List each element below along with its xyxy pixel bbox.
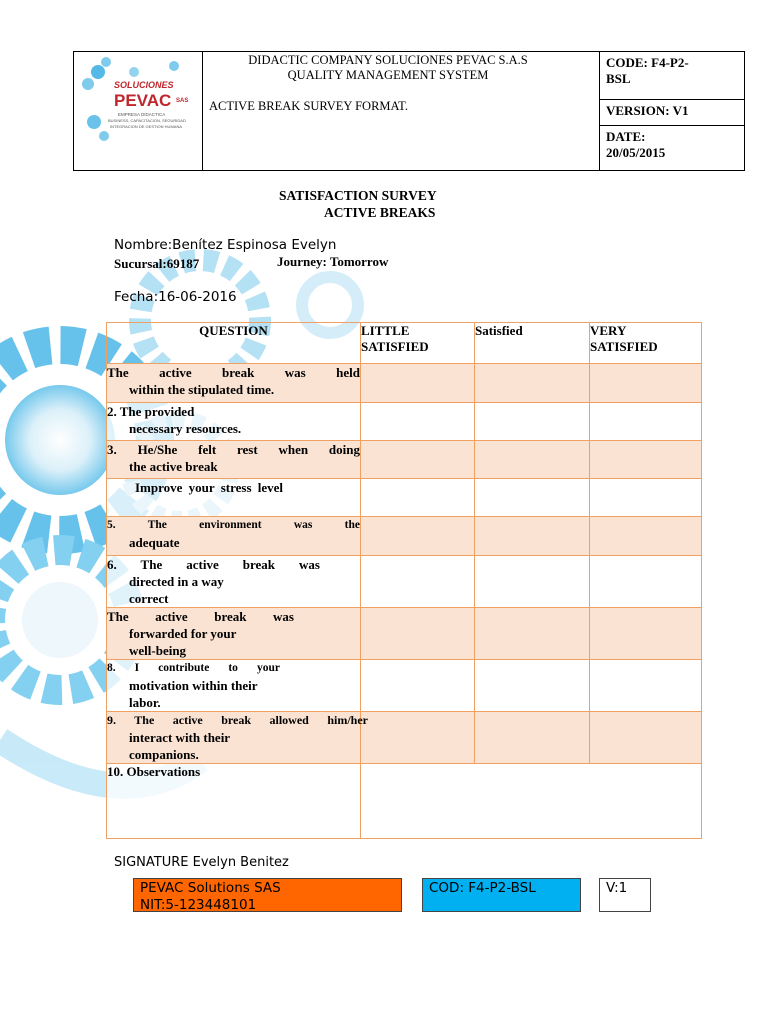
pevac-logo	[74, 52, 202, 170]
answer-cell-very[interactable]	[590, 660, 702, 712]
signature-line: SIGNATURE Evelyn Benitez	[114, 855, 289, 870]
answer-cell-very[interactable]	[590, 712, 702, 764]
table-row	[107, 712, 702, 764]
survey-table	[106, 322, 702, 839]
answer-cell-satisfied[interactable]	[475, 660, 590, 712]
survey-subtitle: ACTIVE BREAKS	[324, 205, 436, 220]
observations-field[interactable]	[361, 764, 702, 839]
answer-cell-satisfied[interactable]	[475, 608, 590, 660]
table-row	[107, 364, 702, 403]
answer-cell-little[interactable]	[361, 364, 475, 403]
nombre-field: Nombre:Benítez Espinosa Evelyn	[114, 237, 337, 253]
logo-tag-1: EMPRESA DIDACTICA	[118, 112, 166, 117]
answer-cell-very[interactable]	[590, 608, 702, 660]
code-line1: CODE: F4-P2-	[606, 55, 689, 70]
question-cell: 5. The environment was the adequate	[107, 517, 361, 556]
table-row	[107, 517, 702, 556]
code-line2: BSL	[606, 71, 631, 86]
answer-cell-little[interactable]	[361, 517, 475, 556]
observations-label: 10. Observations	[107, 764, 361, 839]
table-row	[107, 660, 702, 712]
footer-nit: NIT:5-123448101	[140, 897, 257, 913]
answer-cell-very[interactable]	[590, 479, 702, 517]
answer-cell-satisfied[interactable]	[475, 556, 590, 608]
header-title-cell	[202, 52, 600, 170]
answer-cell-very[interactable]	[590, 364, 702, 403]
table-header-row	[107, 323, 702, 364]
answer-cell-satisfied[interactable]	[475, 364, 590, 403]
table-row	[107, 556, 702, 608]
fecha-field: Fecha:16-06-2016	[114, 289, 237, 305]
question-cell: 9. The active break allowed him/her interact with their companions.	[107, 713, 368, 762]
answer-cell-little[interactable]	[361, 441, 475, 479]
question-cell: The active break was forwarded for your well-being	[107, 608, 361, 660]
survey-title: SATISFACTION SURVEY	[279, 188, 437, 203]
answer-cell-very[interactable]	[590, 441, 702, 479]
date-label: DATE:	[606, 129, 646, 144]
logo-tag-2: BUSINESS, CAPACITACION, SEGURIDAD	[108, 118, 186, 123]
answer-cell-satisfied[interactable]	[475, 479, 590, 517]
logo-brand: PEVAC	[114, 91, 172, 110]
version-text: VERSION: V1	[606, 103, 689, 118]
format-title: ACTIVE BREAK SURVEY FORMAT.	[209, 99, 409, 113]
answer-cell-satisfied[interactable]	[475, 712, 590, 764]
logo-suffix: SAS	[176, 98, 189, 104]
version-cell	[600, 100, 745, 126]
header-meta-cell	[600, 52, 745, 170]
date-cell	[600, 126, 745, 170]
footer-version-box: V:1	[599, 878, 651, 912]
answer-cell-satisfied[interactable]	[475, 403, 590, 441]
company-name: DIDACTIC COMPANY SOLUCIONES PEVAC S.A.S QUALITY MANAGEMENT SYSTEM	[248, 53, 528, 82]
question-cell: 8. I contribute to your motivation within their labor.	[107, 660, 361, 712]
answer-cell-little[interactable]	[361, 403, 475, 441]
col-satisfied: Satisfied	[475, 323, 590, 364]
col-little-satisfied: LITTLE SATISFIED	[361, 323, 475, 364]
question-cell: The active break was held within the stipulated time.	[107, 364, 361, 403]
footer-company: PEVAC Solutions SAS	[140, 880, 281, 896]
answer-cell-little[interactable]	[361, 660, 475, 712]
answer-cell-satisfied[interactable]	[475, 441, 590, 479]
table-row	[107, 608, 702, 660]
table-row	[107, 764, 702, 839]
question-cell: Improve your stress level	[107, 479, 361, 517]
code-cell	[600, 52, 745, 100]
logo-cell	[74, 52, 203, 170]
col-very-satisfied: VERY SATISFIED	[590, 323, 702, 364]
answer-cell-little[interactable]	[361, 556, 475, 608]
question-cell: 3. He/She felt rest when doing the active break	[107, 441, 361, 479]
table-row	[107, 441, 702, 479]
answer-cell-very[interactable]	[590, 556, 702, 608]
footer-company-box	[133, 878, 402, 912]
answer-cell-little[interactable]	[361, 479, 475, 517]
answer-cell-very[interactable]	[590, 517, 702, 556]
answer-cell-very[interactable]	[590, 403, 702, 441]
footer-code-box: COD: F4-P2-BSL	[422, 878, 581, 912]
table-row	[107, 403, 702, 441]
question-cell: 2. The provided necessary resources.	[107, 403, 361, 441]
answer-cell-satisfied[interactable]	[475, 517, 590, 556]
question-cell: 6. The active break was directed in a way correct	[107, 556, 361, 608]
logo-top-text: SOLUCIONES	[114, 80, 174, 90]
journey-field: Journey: Tomorrow	[277, 254, 389, 269]
table-row	[107, 479, 702, 517]
logo-tag-3: INTEGRACION DE GESTION HUMANA	[110, 124, 183, 129]
col-question: QUESTION	[107, 323, 361, 364]
answer-cell-little[interactable]	[361, 608, 475, 660]
answer-cell-little[interactable]	[361, 712, 475, 764]
sucursal-field: Sucursal:69187	[114, 256, 200, 271]
document-header	[73, 51, 745, 171]
date-value: 20/05/2015	[606, 145, 666, 160]
